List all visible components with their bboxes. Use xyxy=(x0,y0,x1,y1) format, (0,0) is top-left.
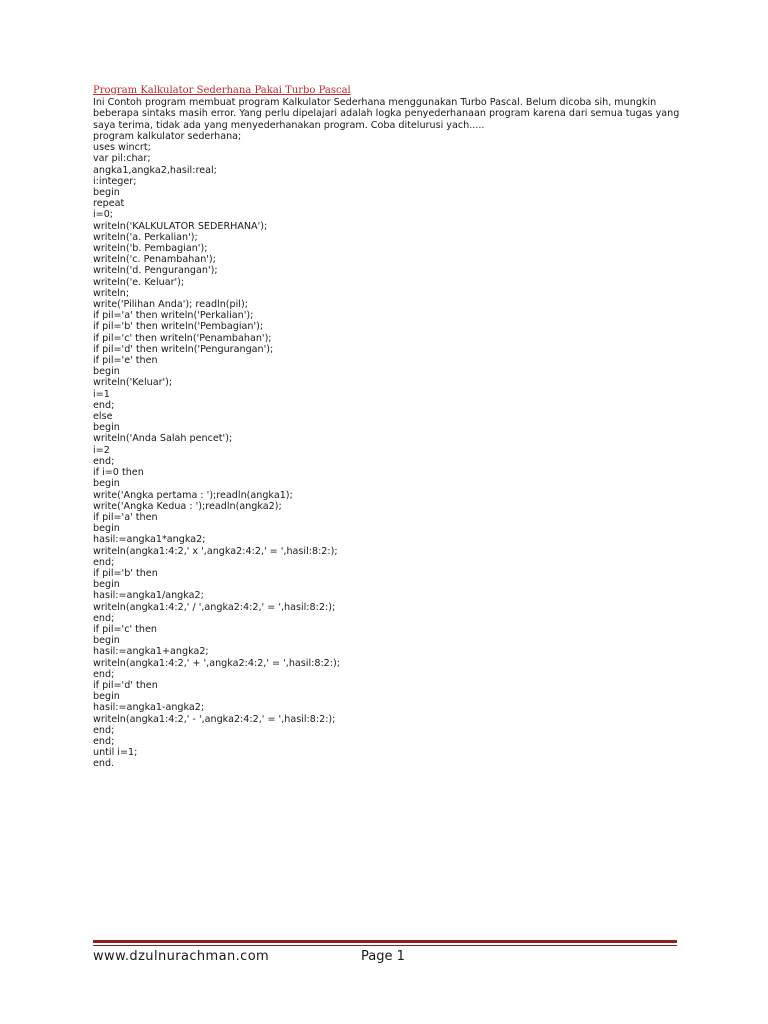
code-line: i=0; xyxy=(93,209,114,221)
code-line: writeln('a. Perkalian'); xyxy=(93,231,198,243)
code-line: uses wincrt; xyxy=(93,142,151,154)
code-line: begin xyxy=(93,691,120,703)
code-line: writeln(angka1:4:2,' x ',angka2:4:2,' = ',hasil:8:2:); xyxy=(93,545,338,557)
code-line: writeln('Anda Salah pencet'); xyxy=(93,433,233,445)
document-title[interactable]: Program Kalkulator Sederhana Pakai Turbo Pascal xyxy=(93,85,351,96)
code-listing xyxy=(93,131,340,770)
code-line: if pil='b' then xyxy=(93,567,158,579)
code-line: end; xyxy=(93,724,115,736)
code-line: begin xyxy=(93,635,120,647)
code-line: writeln('b. Pembagian'); xyxy=(93,243,208,255)
code-line: hasil:=angka1/angka2; xyxy=(93,590,204,602)
footer-rule-thin xyxy=(93,945,677,946)
code-line: else xyxy=(93,411,113,423)
code-line: if pil='c' then writeln('Penambahan'); xyxy=(93,332,272,344)
code-line: write('Angka Kedua : ');readln(angka2); xyxy=(93,500,282,512)
code-line: end. xyxy=(93,758,115,770)
code-line: if pil='a' then writeln('Perkalian'); xyxy=(93,310,254,322)
code-line: i=2 xyxy=(93,444,110,456)
code-line: if pil='d' then xyxy=(93,679,158,691)
code-line: begin xyxy=(93,366,120,378)
footer-page-number: Page 1 xyxy=(361,949,405,964)
code-line: writeln('KALKULATOR SEDERHANA'); xyxy=(93,220,268,232)
code-line: var pil:char; xyxy=(93,153,151,165)
code-line: begin xyxy=(93,187,120,199)
code-line: hasil:=angka1+angka2; xyxy=(93,646,209,658)
code-line: i=1 xyxy=(93,388,110,400)
code-line: writeln('c. Penambahan'); xyxy=(93,254,216,266)
code-line: writeln; xyxy=(93,287,130,299)
code-line: hasil:=angka1-angka2; xyxy=(93,702,205,714)
code-line: if pil='b' then writeln('Pembagian'); xyxy=(93,321,264,333)
code-line: writeln('d. Pengurangan'); xyxy=(93,265,218,277)
code-line: if pil='c' then xyxy=(93,623,157,635)
code-line: writeln(angka1:4:2,' - ',angka2:4:2,' = ',hasil:8:2:); xyxy=(93,713,336,725)
intro-paragraph xyxy=(93,97,680,131)
code-line: end; xyxy=(93,612,115,624)
code-line: end; xyxy=(93,735,115,747)
code-line: if pil='a' then xyxy=(93,511,158,523)
code-line: if pil='d' then writeln('Pengurangan'); xyxy=(93,343,274,355)
code-line: end; xyxy=(93,455,115,467)
code-line: writeln(angka1:4:2,' + ',angka2:4:2,' = ',hasil:8:2:); xyxy=(93,657,340,669)
code-line: i:integer; xyxy=(93,175,137,187)
code-line: writeln(angka1:4:2,' / ',angka2:4:2,' = ',hasil:8:2:); xyxy=(93,601,336,613)
code-line: hasil:=angka1*angka2; xyxy=(93,534,206,546)
code-line: angka1,angka2,hasil:real; xyxy=(93,164,217,176)
code-line: end; xyxy=(93,556,115,568)
intro-line: Ini Contoh program membuat program Kalkulator Sederhana menggunakan Turbo Pascal. Belum dicoba sih, mungkin xyxy=(93,97,657,108)
code-line: repeat xyxy=(93,198,125,210)
code-line: writeln('Keluar'); xyxy=(93,377,173,389)
intro-line: saya terima, tidak ada yang menyederhanakan program. Coba ditelurusi yach..... xyxy=(93,119,485,131)
code-line: until i=1; xyxy=(93,747,138,759)
code-line: end; xyxy=(93,399,115,411)
code-line: begin xyxy=(93,478,120,490)
footer-rule xyxy=(93,940,677,943)
code-line: begin xyxy=(93,579,120,591)
code-line: if pil='e' then xyxy=(93,355,158,367)
code-line: begin xyxy=(93,523,120,535)
intro-line: beberapa sintaks masih error. Yang perlu dipelajari adalah logka penyederhanaan program karena dari semua tugas yang xyxy=(93,108,680,120)
footer-website[interactable]: www.dzulnurachman.com xyxy=(93,949,270,964)
code-line: end; xyxy=(93,668,115,680)
code-line: program kalkulator sederhana; xyxy=(93,131,242,142)
code-line: write('Pilihan Anda'); readln(pil); xyxy=(93,299,248,311)
code-line: writeln('e. Keluar'); xyxy=(93,276,185,288)
code-line: if i=0 then xyxy=(93,467,144,479)
code-line: write('Angka pertama : ');readln(angka1); xyxy=(93,489,293,501)
code-line: begin xyxy=(93,422,120,434)
